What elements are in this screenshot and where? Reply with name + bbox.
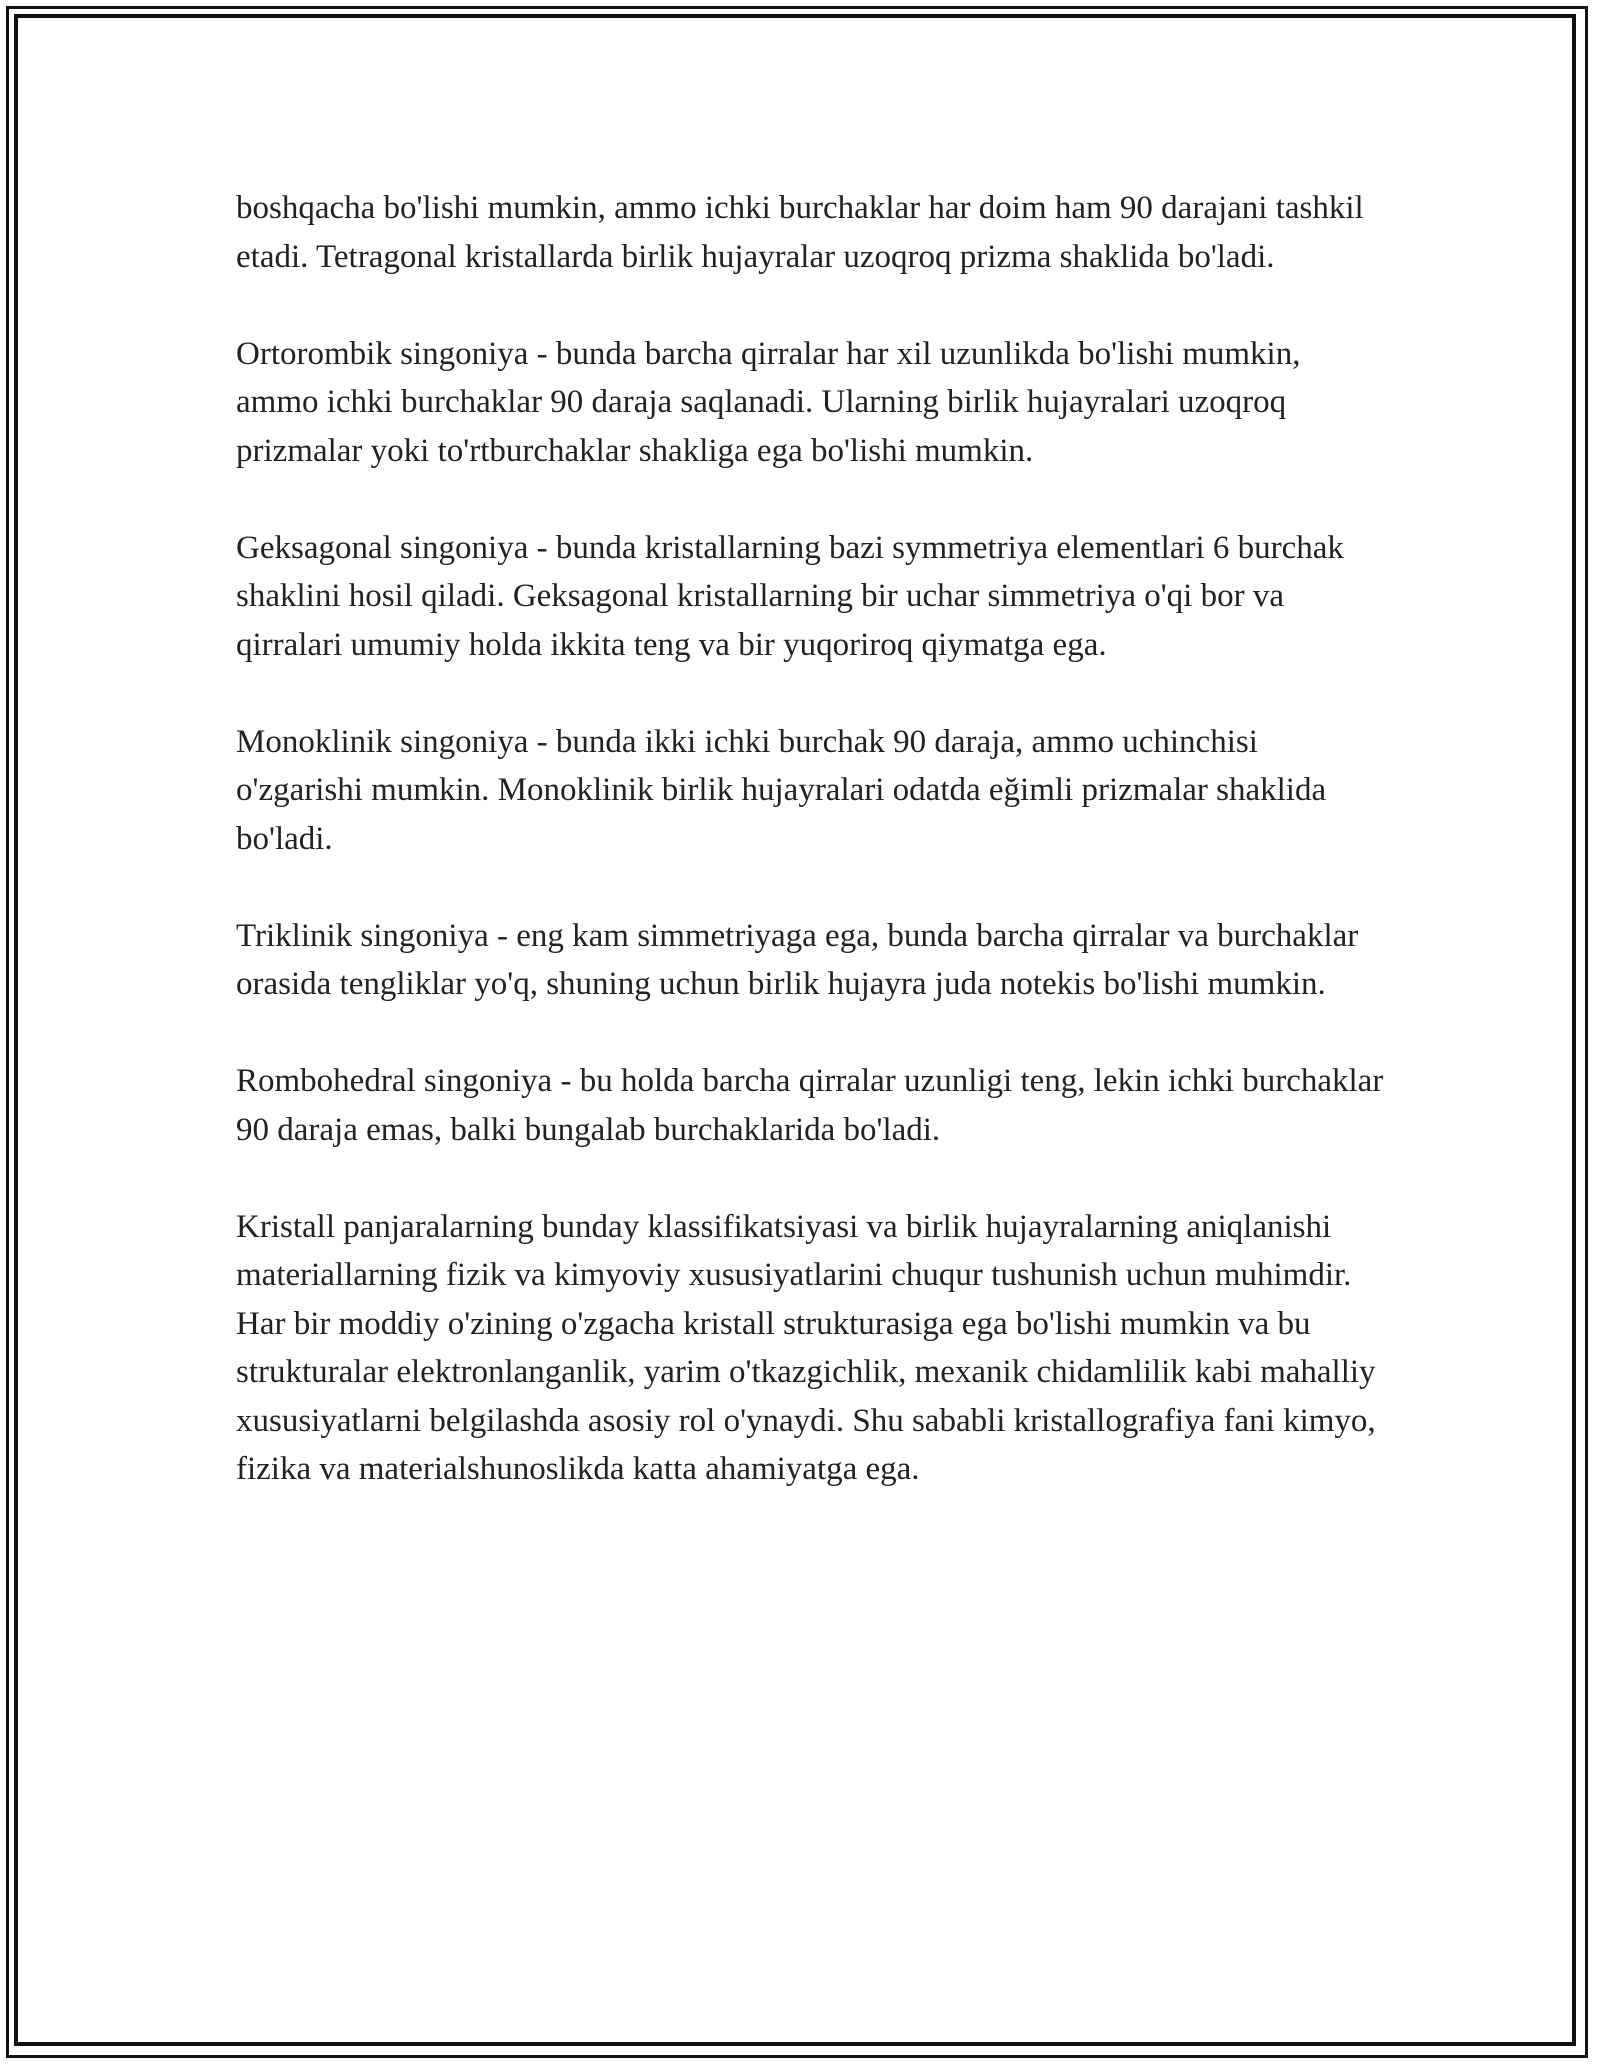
- paragraph-triklinik: Triklinik singoniya - eng kam simmetriyaga ega, bunda barcha qirralar va burchaklar orasida tengliklar yo'q, shuning uchun birlik hujayra juda notekis bo'lishi mumkin.: [236, 917, 1359, 1002]
- document-body: [236, 184, 1386, 1542]
- paragraph-tetragonal-continuation: boshqacha bo'lishi mumkin, ammo ichki burchaklar har doim ham 90 darajani tashkil etadi. Tetragonal kristallarda birlik hujayralar uzoqroq prizma shaklida bo'ladi.: [236, 190, 1364, 275]
- paragraph-monoklinik: Monoklinik singoniya - bunda ikki ichki burchak 90 daraja, ammo uchinchisi o'zgarishi mumkin. Monoklinik birlik hujayralari odatda eğimli prizmalar shaklida bo'ladi.: [236, 723, 1327, 857]
- paragraph-rombohedral: Rombohedral singoniya - bu holda barcha qirralar uzunligi teng, lekin ichki burchaklar 90 daraja emas, balki bungalab burchaklarida bo'ladi.: [236, 1063, 1384, 1148]
- paragraph-conclusion: Kristall panjaralarning bunday klassifikatsiyasi va birlik hujayralarning aniqlanishi materiallarning fizik va kimyoviy xususiyatlarini chuqur tushunish uchun muhimdir. Har bir moddiy o'zining o'zgacha kristall strukturasiga ega bo'lishi mumkin va bu strukturalar elektronlanganlik, yarim o'tkazgichlik, mexanik chidamlilik kabi mahalliy xususiyatlarni belgilashda asosiy rol o'ynaydi. Shu sababli kristallografiya fani kimyo, fizika va materialshunoslikda katta ahamiyatga ega.: [236, 1208, 1376, 1487]
- paragraph-geksagonal: Geksagonal singoniya - bunda kristallarning bazi symmetriya elementlari 6 burchak shaklini hosil qiladi. Geksagonal kristallarning bir uchar simmetriya o'qi bor va qirralari umumiy holda ikkita teng va bir yuqoriroq qiymatga ega.: [236, 529, 1344, 663]
- paragraph-ortorombik: Ortorombik singoniya - bunda barcha qirralar har xil uzunlikda bo'lishi mumkin, ammo ichki burchaklar 90 daraja saqlanadi. Ularning birlik hujayralari uzoqroq prizmalar yoki to'rtburchaklar shakliga ega bo'lishi mumkin.: [236, 335, 1301, 469]
